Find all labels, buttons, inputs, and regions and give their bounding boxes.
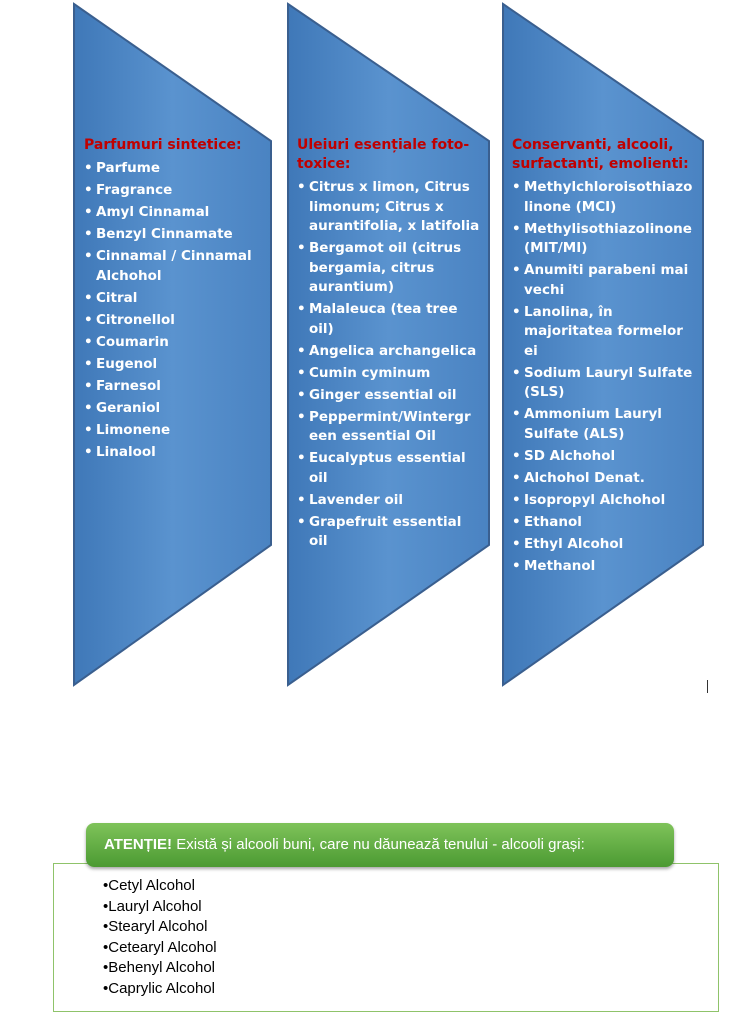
list-item: • Methylchloroisothiazo linone (MCI) xyxy=(512,178,698,217)
list-item: • Amyl Cinnamal xyxy=(84,203,260,223)
list-item: • Benzyl Cinnamate xyxy=(84,225,260,245)
list-item: • Anumiti parabeni mai vechi xyxy=(512,261,698,300)
list-item: • Ammonium Lauryl Sulfate (ALS) xyxy=(512,405,698,444)
list-item: • Parfume xyxy=(84,159,260,179)
item-list xyxy=(84,159,260,462)
list-item: • Sodium Lauryl Sulfate (SLS) xyxy=(512,364,698,403)
text-cursor xyxy=(707,680,708,693)
list-item: • Lavender oil xyxy=(297,491,483,511)
list-item: • Cinnamal / Cinnamal Alchohol xyxy=(84,247,260,286)
column-synthetic-perfumes xyxy=(84,136,260,465)
good-alcohol-item: •Cetyl Alcohol xyxy=(103,877,195,894)
good-alcohol-item: •Cetearyl Alcohol xyxy=(103,938,217,956)
column-phototoxic-oils xyxy=(297,136,483,554)
column-title: Parfumuri sintetice: xyxy=(84,137,242,153)
list-item: • Coumarin xyxy=(84,333,260,353)
list-item: • Ethyl Alcohol xyxy=(512,535,698,555)
list-item: • Ginger essential oil xyxy=(297,386,483,406)
list-item: • Citronellol xyxy=(84,311,260,331)
list-item: • Geraniol xyxy=(84,399,260,419)
column-title: Conservanti, alcooli, surfactanti, emolienti: xyxy=(512,137,689,172)
list-item: • Angelica archangelica xyxy=(297,342,483,362)
item-list xyxy=(297,178,483,552)
good-alcohol-item: •Caprylic Alcohol xyxy=(103,979,215,997)
list-item: • Cumin cyminum xyxy=(297,364,483,384)
good-alcohol-item: •Lauryl Alcohol xyxy=(103,897,202,915)
list-item: • Citral xyxy=(84,289,260,309)
good-alcohols-list xyxy=(103,876,217,1000)
attention-label: ATENȚIE! xyxy=(104,836,173,853)
column-title: Uleiuri esențiale foto-toxice: xyxy=(297,137,470,172)
list-item: • Farnesol xyxy=(84,377,260,397)
list-item: • Peppermint/Wintergr een essential Oil xyxy=(297,408,483,447)
list-item: • Alchohol Denat. xyxy=(512,469,698,489)
list-item: • Lanolina, în majoritatea formelor ei xyxy=(512,303,698,362)
attention-banner xyxy=(86,823,674,867)
list-item: • Limonene xyxy=(84,421,260,441)
list-item: • Bergamot oil (citrus bergamia, citrus aurantium) xyxy=(297,239,483,298)
list-item: • Isopropyl Alchohol xyxy=(512,491,698,511)
list-item: • Grapefruit essential oil xyxy=(297,513,483,552)
list-item: • Linalool xyxy=(84,443,260,463)
good-alcohol-item: •Behenyl Alcohol xyxy=(103,959,215,977)
list-item: • Ethanol xyxy=(512,513,698,533)
attention-text: Există și alcooli buni, care nu dăunează tenului - alcooli grași: xyxy=(172,836,585,853)
item-list xyxy=(512,178,698,576)
list-item: • Fragrance xyxy=(84,181,260,201)
list-item: • Eugenol xyxy=(84,355,260,375)
good-alcohol-item: •Stearyl Alcohol xyxy=(103,918,208,936)
list-item: • Methanol xyxy=(512,557,698,577)
list-item: • Citrus x limon, Citrus limonum; Citrus x aurantifolia, x latifolia xyxy=(297,178,483,237)
list-item: • SD Alchohol xyxy=(512,447,698,467)
list-item: • Eucalyptus essential oil xyxy=(297,449,483,488)
list-item: • Methylisothiazolinone (MIT/MI) xyxy=(512,220,698,259)
column-preservatives xyxy=(512,136,698,579)
list-item: • Malaleuca (tea tree oil) xyxy=(297,300,483,339)
